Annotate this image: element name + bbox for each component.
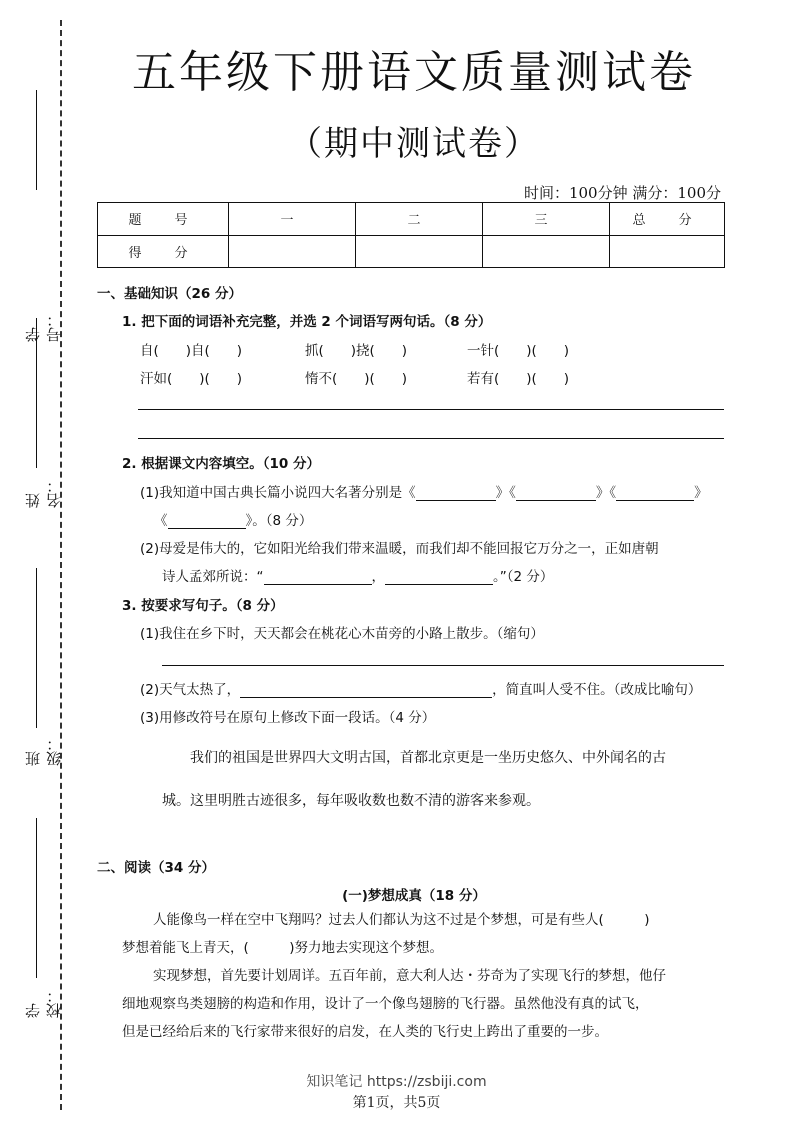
q1-answer-line-1[interactable] xyxy=(138,409,724,410)
reading-para1-line2: 梦想着能飞上青天，( )努力地去实现这个梦想。 xyxy=(122,940,444,956)
section1-heading: 一、基础知识（26 分） xyxy=(97,286,242,302)
q2-part1-sep2: 》《 xyxy=(595,485,617,501)
q2-part1-line2 xyxy=(154,509,312,529)
score-input-2[interactable] xyxy=(356,235,483,268)
score-table-header-row xyxy=(98,203,725,236)
q2-part2-text: 诗人孟郊所说：“ xyxy=(162,569,264,585)
q1-word-4: 汗如( )( ) xyxy=(140,371,243,387)
q2-title: 2. 根据课文内容填空。（10 分） xyxy=(122,456,320,472)
score-cell-section2: 二 xyxy=(356,203,483,236)
q1-answer-line-2[interactable] xyxy=(138,438,724,439)
poem-blank-1[interactable] xyxy=(264,570,372,585)
page-number: 第1页，共5页 xyxy=(352,1095,441,1111)
q3-title: 3. 按要求写句子。（8 分） xyxy=(122,598,284,614)
section2-heading: 二、阅读（34 分） xyxy=(97,860,215,876)
simile-blank[interactable] xyxy=(240,683,492,698)
class-line xyxy=(36,568,37,728)
score-table-score-row xyxy=(98,235,725,268)
novel-blank-3[interactable] xyxy=(616,486,694,501)
q2-part1-open: 《 xyxy=(154,513,168,529)
reading-para2-line3: 但是已经给后来的飞行家带来很好的启发，在人类的飞行史上跨出了重要的一步。 xyxy=(122,1024,608,1040)
q2-part2-comma: ， xyxy=(371,569,385,585)
score-input-3[interactable] xyxy=(483,235,610,268)
reading-para2-line1: 实现梦想，首先要计划周详。五百年前，意大利人达・芬奇为了实现飞行的梦想，他仔 xyxy=(153,968,666,984)
q3-passage-line1: 我们的祖国是世界四大文明古国，首都北京更是一坐历史悠久、中外闻名的古 xyxy=(190,750,666,766)
q1-word-5: 惰不( )( ) xyxy=(305,371,408,387)
page-title: 五年级下册语文质量测试卷 xyxy=(132,47,696,98)
q1-word-3: 一针( )( ) xyxy=(467,343,570,359)
binding-dashed-line xyxy=(60,20,62,1110)
reading-title: (一)梦想成真（18 分） xyxy=(342,888,486,904)
q1-word-6: 若有( )( ) xyxy=(467,371,570,387)
q2-part2-end: 。”（2 分） xyxy=(493,569,554,585)
score-input-1[interactable] xyxy=(229,235,356,268)
score-cell-label: 题 号 xyxy=(98,203,229,236)
q2-part2-line2 xyxy=(162,565,553,585)
score-cell-total: 总 分 xyxy=(610,203,725,236)
q3-part1: (1)我住在乡下时，天天都会在桃花心木苗旁的小路上散步。（缩句） xyxy=(140,626,544,642)
exam-meta: 时间：100分钟 满分：100分 xyxy=(523,184,721,202)
q1-title: 1. 把下面的词语补充完整，并选 2 个词语写两句话。（8 分） xyxy=(122,314,492,330)
student-id-label: 学号： xyxy=(24,312,63,342)
poem-blank-2[interactable] xyxy=(385,570,493,585)
q3-part2 xyxy=(140,678,701,698)
novel-blank-2[interactable] xyxy=(516,486,596,501)
q2-part1-sep1: 》《 xyxy=(495,485,516,501)
class-label: 班级： xyxy=(24,736,63,766)
q2-part2-line1: (2)母爱是伟大的，它如阳光给我们带来温暖，而我们却不能回报它万分之一，正如唐朝 xyxy=(140,541,659,557)
score-table xyxy=(97,202,725,268)
reading-para2-line2: 细地观察鸟类翅膀的构造和作用，设计了一个像鸟翅膀的飞行器。虽然他没有真的试飞， xyxy=(122,996,649,1012)
q2-part1-line1 xyxy=(140,481,708,501)
score-row-label: 得 分 xyxy=(98,235,229,268)
q3-part3: (3)用修改符号在原句上修改下面一段话。（4 分） xyxy=(140,710,436,726)
q2-part1-points: 》。（8 分） xyxy=(245,513,313,529)
q2-part1-end: 》 xyxy=(694,485,708,501)
q3-passage-line2: 城。这里明胜古迹很多，每年吸收数也数不清的游客来参观。 xyxy=(162,793,540,809)
score-input-total[interactable] xyxy=(610,235,725,268)
reading-para1-line1: 人能像鸟一样在空中飞翔吗？过去人们都认为这不过是个梦想，可是有些人( ) xyxy=(153,912,650,928)
q3-part2-text: (2)天气太热了， xyxy=(140,682,241,698)
novel-blank-4[interactable] xyxy=(168,514,246,529)
q2-part1-text: (1)我知道中国古典长篇小说四大名著分别是《 xyxy=(140,485,416,501)
watermark: 知识笔记 https://zsbiji.com xyxy=(306,1074,487,1090)
name-line xyxy=(36,318,37,468)
page-subtitle: （期中测试卷） xyxy=(288,124,540,164)
name-label: 姓名： xyxy=(24,478,63,508)
q1-word-2: 抓( )挠( ) xyxy=(305,343,408,359)
novel-blank-1[interactable] xyxy=(416,486,496,501)
q3-part2-end: ，简直叫人受不住。（改成比喻句） xyxy=(492,682,702,698)
score-cell-section3: 三 xyxy=(483,203,610,236)
school-label: 学校： xyxy=(24,988,63,1018)
q3-part1-answer-line[interactable] xyxy=(162,665,724,666)
q1-word-1: 自( )自( ) xyxy=(140,343,243,359)
score-cell-section1: 一 xyxy=(229,203,356,236)
